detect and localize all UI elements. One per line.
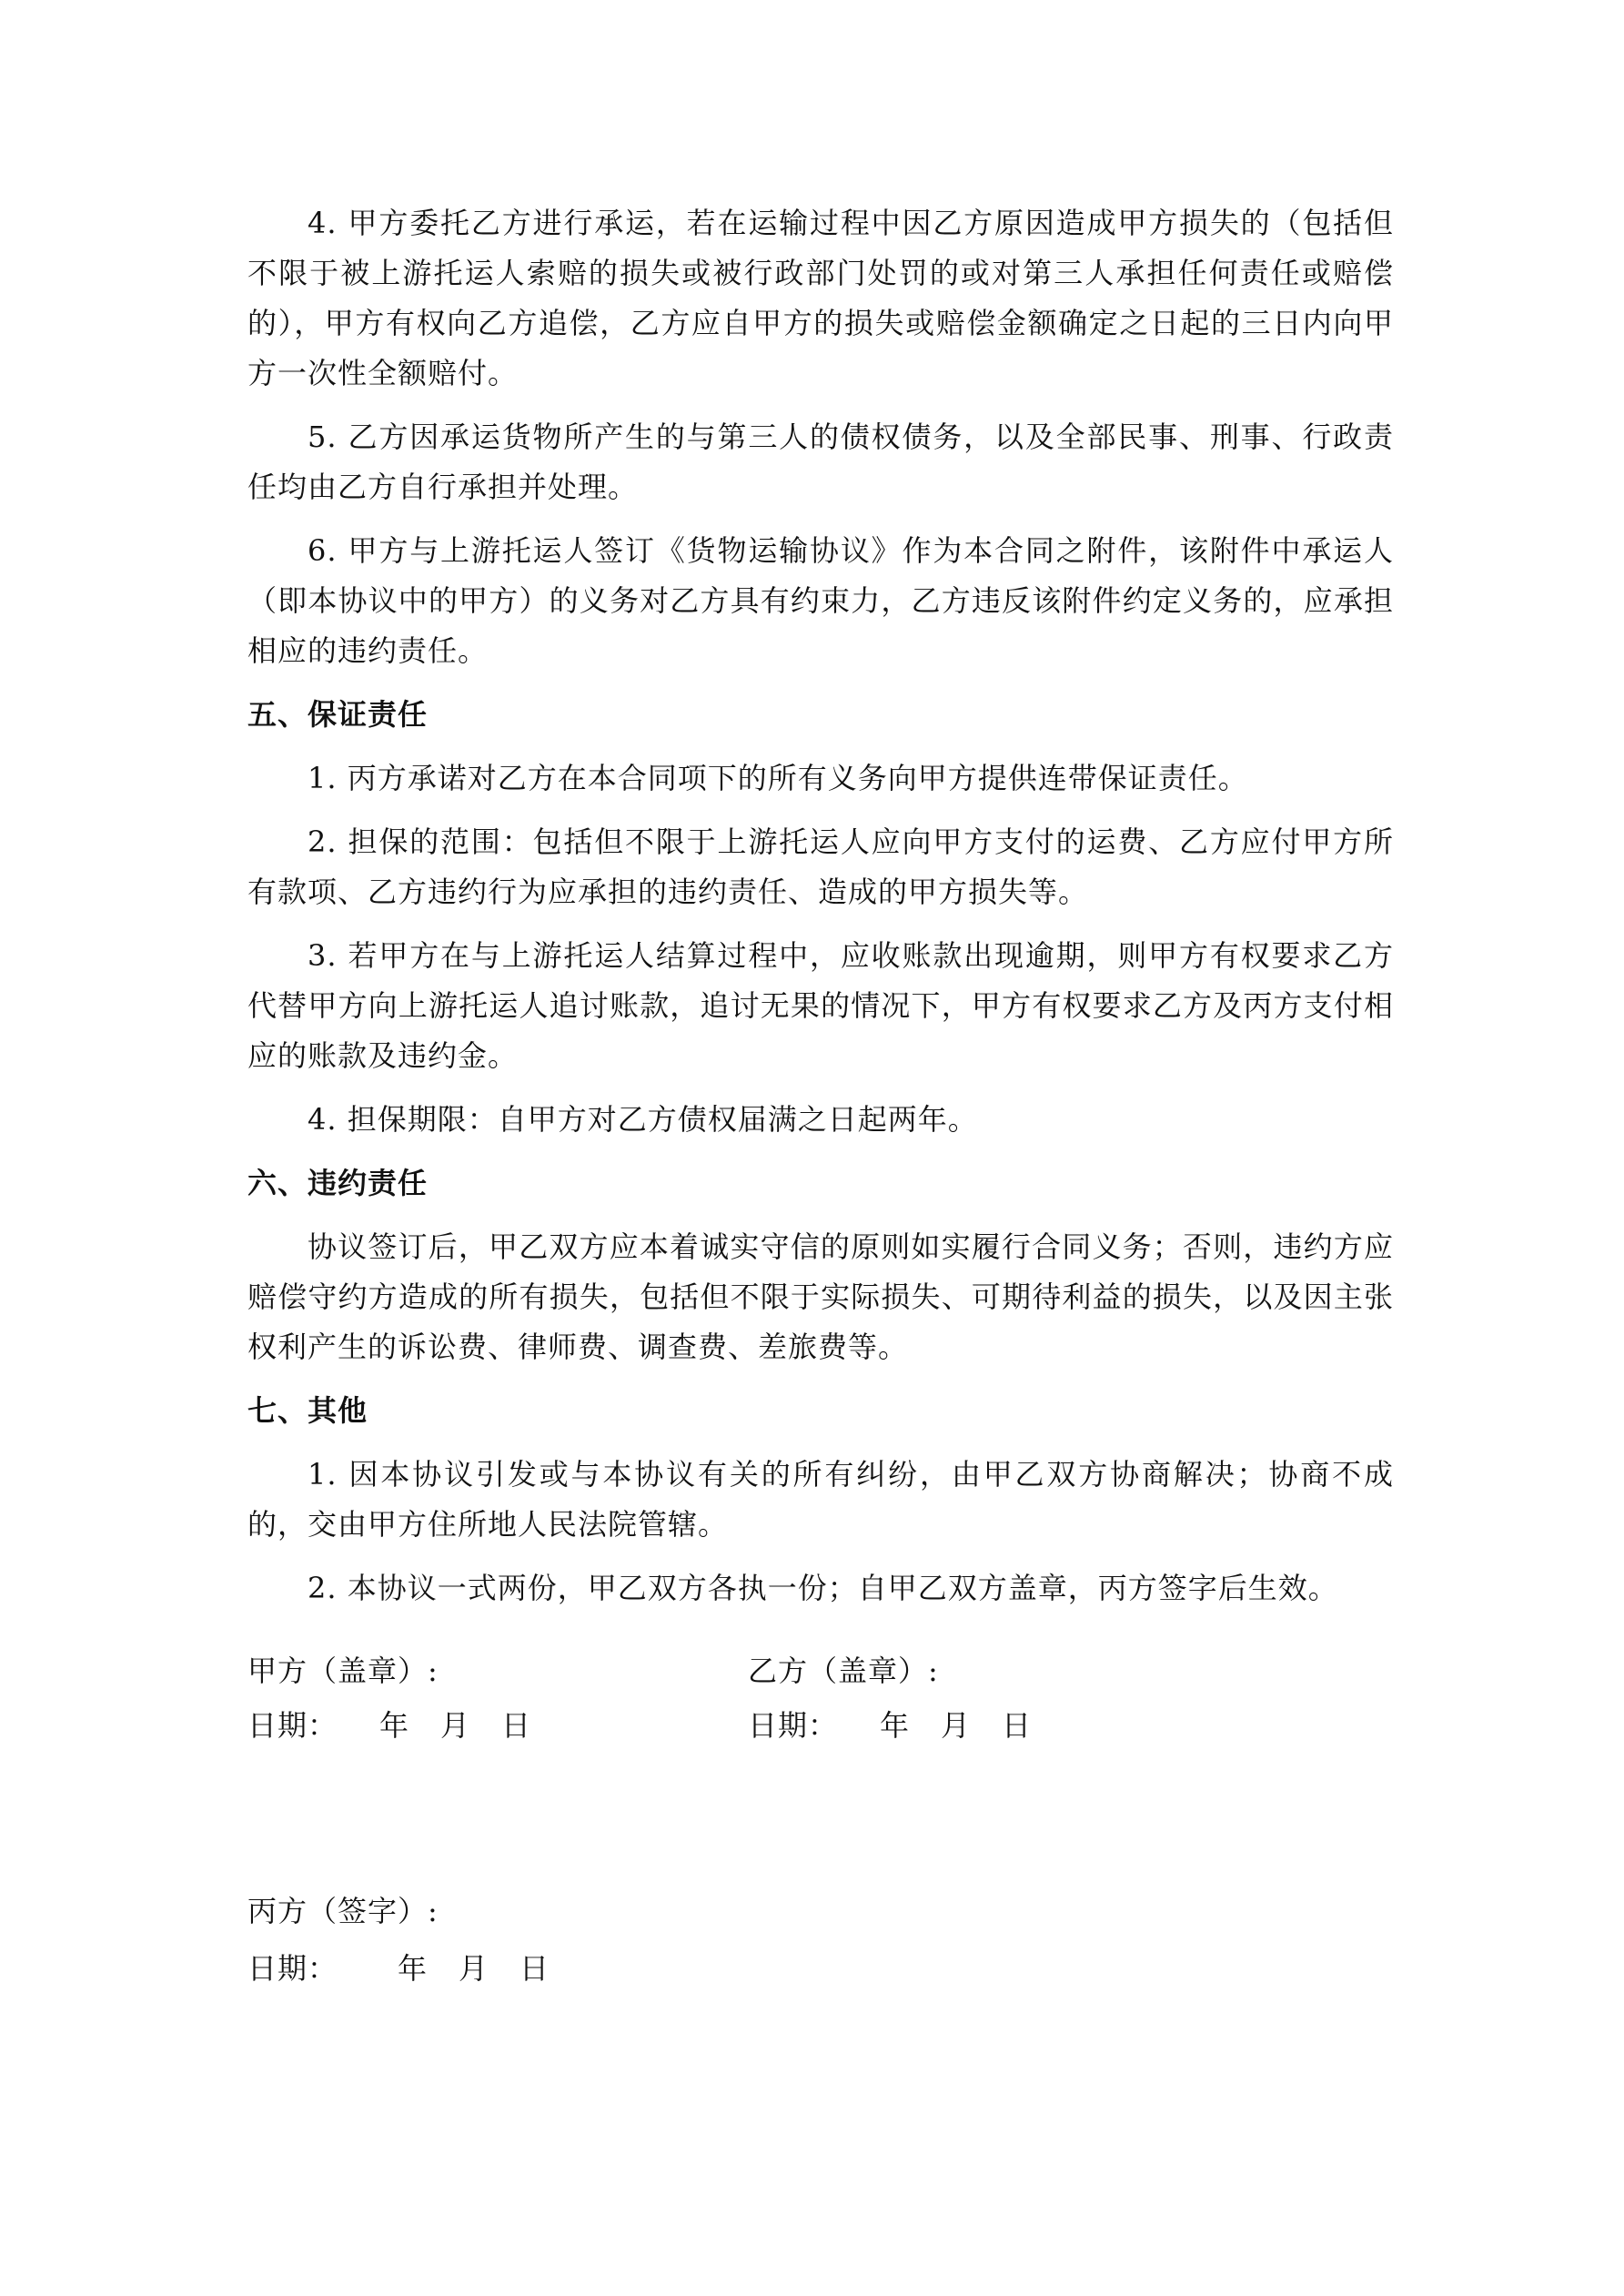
contract-body (247, 198, 1394, 1627)
party-a-seal-label: 甲方（盖章）: (247, 1654, 439, 1688)
date-day: 日 (1002, 1708, 1033, 1743)
date-label: 日期： (247, 1708, 338, 1743)
party-b-seal-label: 乙方（盖章）: (748, 1654, 939, 1688)
clause-5-3: 3. 若甲方在与上游托运人结算过程中，应收账款出现逾期，则甲方有权要求乙方代替甲方向上游托运人追讨账款，追讨无果的情况下，甲方有权要求乙方及丙方支付相应的账款及违约金。 (247, 938, 1394, 1073)
date-year: 年 (379, 1708, 410, 1743)
clause-4-6: 6. 甲方与上游托运人签订《货物运输协议》作为本合同之附件，该附件中承运人（即本协议中的甲方）的义务对乙方具有约束力，乙方违反该附件约定义务的，应承担相应的违约责任。 (247, 533, 1394, 668)
date-year: 年 (880, 1708, 911, 1743)
clause-7-2: 2. 本协议一式两份，甲乙双方各执一份；自甲乙双方盖章，丙方签字后生效。 (308, 1571, 1338, 1605)
date-month: 月 (440, 1708, 471, 1743)
date-month: 月 (459, 1951, 489, 1986)
clause-5-1: 1. 丙方承诺对乙方在本合同项下的所有义务向甲方提供连带保证责任。 (308, 761, 1248, 795)
clause-5-2: 2. 担保的范围：包括但不限于上游托运人应向甲方支付的运费、乙方应付甲方所有款项、乙方违约行为应承担的违约责任、造成的甲方损失等。 (247, 824, 1394, 909)
date-year: 年 (398, 1951, 429, 1986)
section-5-heading: 五、保证责任 (247, 697, 429, 732)
clause-6-1: 协议签订后，甲乙双方应本着诚实守信的原则如实履行合同义务；否则，违约方应赔偿守约方造成的所有损失，包括但不限于实际损失、可期待利益的损失，以及因主张权利产生的诉讼费、律师费、调查费、差旅费等。 (247, 1229, 1394, 1364)
party-c-date-line (247, 1948, 550, 1988)
date-month: 月 (941, 1708, 972, 1743)
clause-7-1: 1. 因本协议引发或与本协议有关的所有纠纷，由甲乙双方协商解决；协商不成的，交由甲方住所地人民法院管辖。 (247, 1457, 1394, 1542)
date-day: 日 (501, 1708, 532, 1743)
clause-4-4: 4. 甲方委托乙方进行承运，若在运输过程中因乙方原因造成甲方损失的（包括但不限于被上游托运人索赔的损失或被行政部门处罚的或对第三人承担任何责任或赔偿的），甲方有权向乙方追偿，乙方应自甲方的损失或赔偿金额确定之日起的三日内向甲方一次性全额赔付。 (247, 206, 1394, 390)
date-label: 日期： (247, 1951, 338, 1986)
date-day: 日 (519, 1951, 550, 1986)
clause-4-5: 5. 乙方因承运货物所产生的与第三人的债权债务，以及全部民事、刑事、行政责任均由乙方自行承担并处理。 (247, 420, 1394, 504)
section-6-heading: 六、违约责任 (247, 1166, 429, 1200)
party-b-date-line (748, 1705, 1032, 1745)
party-a-date-line (247, 1705, 531, 1745)
party-c-sign-label: 丙方（签字）: (247, 1894, 439, 1928)
date-label: 日期： (748, 1708, 839, 1743)
section-7-heading: 七、其他 (247, 1393, 368, 1428)
clause-5-4: 4. 担保期限：自甲方对乙方债权届满之日起两年。 (308, 1102, 978, 1137)
